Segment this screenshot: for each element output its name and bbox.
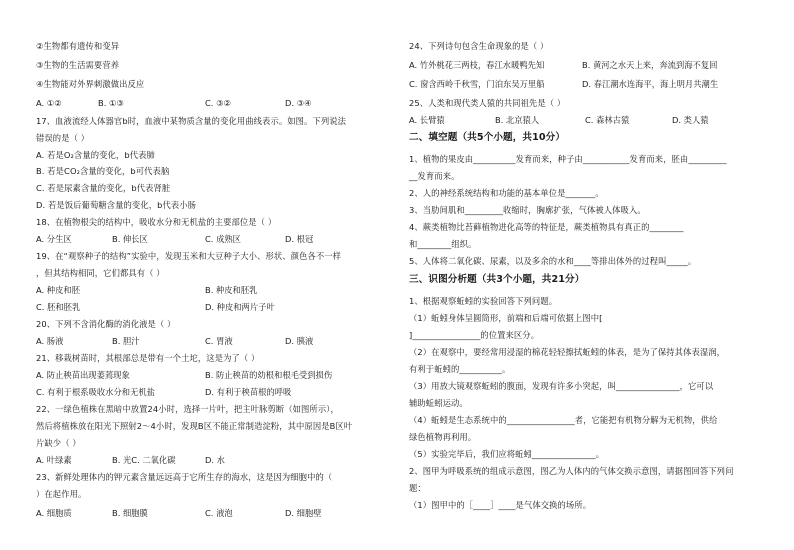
analysis-line-11: 2、图甲为呼吸系统的组成示意图，图乙为人体内的气体交换示意图，请据图回答下列问 [409, 466, 734, 476]
q23-option-d: D. 细胞壁 [285, 508, 322, 518]
q21-option-c: C. 有利于根系吸收水分和无机盐 [36, 387, 155, 397]
q16-option-a: A. ①② [36, 98, 62, 108]
q18-stem: 18、在植物根尖的结构中，吸收水分和无机盐的主要部位是（ ） [36, 217, 277, 227]
fill-line-4: 3、当肋间肌和_________收缩时，胸廓扩张，气体被人体吸入。 [409, 205, 646, 215]
q21-option-a: A. 防止秧苗出现萎蔫现象 [36, 370, 130, 380]
analysis-line-5: 有利于蚯蚓的__________。 [409, 364, 511, 374]
q16-item-2: ②生物都有遗传和变异 [36, 41, 120, 51]
q24-option-a: A. 竹外桃花三两枝，春江水暖鸭先知 [409, 60, 545, 70]
q23-option-c: C. 液泡 [205, 508, 233, 518]
q22-option-a: A. 叶绿素 [36, 455, 72, 465]
q23-stem-line-1: 23、新鲜处理体内的钾元素含量远远高于它所生存的海水，这是因为细胞中的（ [36, 472, 333, 482]
q24-option-d: D. 春江潮水连海平，海上明月共潮生 [582, 79, 719, 89]
q23-option-b: B. 细胞膜 [112, 508, 148, 518]
analysis-line-9: 绿色植物再利用。 [409, 432, 477, 442]
analysis-line-2: （1）蚯蚓身体呈圆筒形，前端和后端可依据上图中[ [409, 313, 603, 323]
analysis-line-4: （2）在观察中，要经常用浸湿的棉花轻轻擦拭蚯蚓的体表，是为了保持其体表湿润， [409, 347, 726, 357]
fill-line-6: 和________组织。 [409, 239, 477, 249]
q22-stem-line-2: 然后将植株放在阳光下照射2～4小时，发现B区不能正常制造淀粉，其中原因是B区叶 [36, 421, 353, 431]
fill-line-7: 5、人体将二氧化碳、尿素，以及多余的水和____等排出体外的过程叫_____。 [409, 256, 697, 266]
q22-stem-line-1: 22、一绿色植株在黑暗中放置24小时，选择一片叶，把主叶脉剪断（如图所示）， [36, 404, 339, 414]
q17-option-a: A. 若是O₂含量的变化，b代表肺 [36, 150, 155, 160]
analysis-line-1: 1、根据观察蚯蚓的实验回答下列问题。 [409, 296, 558, 306]
q22-option-d: D. 水 [205, 455, 225, 465]
q17-option-b: B. 若是CO₂含量的变化，b可代表脑 [36, 166, 170, 176]
q16-option-d: D. ③④ [285, 98, 312, 108]
q17-option-d: D. 若是饭后葡萄糖含量的变化，b代表小肠 [36, 200, 197, 210]
q23-option-a: A. 细胞质 [36, 508, 72, 518]
analysis-line-8: （4）蚯蚓是生态系统中的________________者，它能把有机物分解为无机物，供给 [409, 415, 718, 425]
q24-stem: 24、下列诗句包含生命现象的是（ ） [409, 41, 549, 51]
section-3-title: 三、识图分析题（共3个小题，共21分） [409, 274, 585, 285]
q18-option-b: B. 伸长区 [112, 234, 148, 244]
q18-option-c: C. 成熟区 [205, 234, 241, 244]
q19-stem-line-1: 19、在“观察种子的结构”实验中，发现玉米和大豆种子大小、形状、颜色各不一样 [36, 251, 342, 261]
q25-option-a: A. 长臂猿 [409, 115, 445, 125]
q18-option-a: A. 分生区 [36, 234, 72, 244]
q21-stem: 21、移栽树苗时，其根部总是带有一个土坨，这是为了（ ） [36, 353, 260, 363]
q20-option-d: D. 胰液 [285, 336, 314, 346]
analysis-line-3: ]________________的位置来区分。 [409, 330, 540, 340]
analysis-line-12: 题： [409, 483, 426, 493]
q20-option-b: B. 胆汁 [112, 336, 140, 346]
analysis-line-13: （1）图甲中的［____］____是气体交换的场所。 [409, 500, 592, 510]
q23-stem-line-2: ）在起作用。 [36, 489, 87, 499]
fill-line-5: 4、蕨类植物比苔藓植物进化高等的特征是，蕨类植物具有真正的________ [409, 222, 684, 232]
q25-option-c: C. 森林古猿 [585, 115, 630, 125]
q20-stem: 20、下列不含消化酶的消化液是（ ） [36, 319, 176, 329]
fill-line-1: 1、植物的果皮由__________发育而来，种子由___________发育而来，胚由_________ [409, 154, 727, 164]
q18-option-d: D. 根冠 [285, 234, 314, 244]
q21-option-d: D. 有利于秧苗根的呼吸 [205, 387, 292, 397]
q25-stem: 25、人类和现代类人猿的共同祖先是（ ） [409, 98, 566, 108]
q19-option-c: C. 胚和胚乳 [36, 302, 81, 312]
q25-option-d: D. 类人猿 [672, 115, 709, 125]
q20-option-c: C. 胃液 [205, 336, 233, 346]
q16-option-c: C. ③② [205, 98, 231, 108]
fill-line-2: __发育而来。 [409, 171, 460, 181]
q25-option-b: B. 北京猿人 [495, 115, 540, 125]
q16-item-4: ④生物能对外界刺激做出反应 [36, 79, 145, 89]
q19-option-d: D. 种皮和两片子叶 [205, 302, 275, 312]
q16-option-b: B. ①③ [98, 98, 124, 108]
q17-stem-line-2: 错误的是（ ） [36, 133, 90, 143]
analysis-line-6: （3）用放大镜观察蚯蚓的腹面，发现有许多小突起，叫_______________，它可以 [409, 381, 714, 391]
q19-stem-line-2: ，但其结构相同，它们都具有（ ） [36, 268, 165, 278]
q22-option-bc: B. 光C. 二氧化碳 [112, 455, 176, 465]
section-2-title: 二、填空题（共5个小题，共10分） [409, 132, 566, 143]
q16-item-3: ③生物的生活需要营养 [36, 60, 120, 70]
analysis-line-7: 辅助蚯蚓运动。 [409, 398, 468, 408]
q17-stem-line-1: 17、血液流经人体器官b时，血液中某物质含量的变化用曲线表示。如图。下列说法 [36, 116, 347, 126]
q20-option-a: A. 肠液 [36, 336, 64, 346]
q21-option-b: B. 防止秧苗的幼根和根毛受到损伤 [205, 370, 333, 380]
analysis-line-10: （5）实验完毕后，我们应将蚯蚓_______________。 [409, 449, 605, 459]
q19-option-a: A. 种皮和胚 [36, 285, 80, 295]
fill-line-3: 2、人的神经系统结构和功能的基本单位是_______。 [409, 188, 604, 198]
q24-option-c: C. 窗含西岭千秋雪，门泊东吴万里船 [409, 79, 545, 89]
q17-option-c: C. 若是尿素含量的变化，b代表肾脏 [36, 183, 171, 193]
q22-stem-line-3: 片缺少（ ） [36, 438, 81, 448]
q19-option-b: B. 种皮和胚乳 [205, 285, 258, 295]
q24-option-b: B. 黄河之水天上来，奔流到海不复回 [582, 60, 718, 70]
